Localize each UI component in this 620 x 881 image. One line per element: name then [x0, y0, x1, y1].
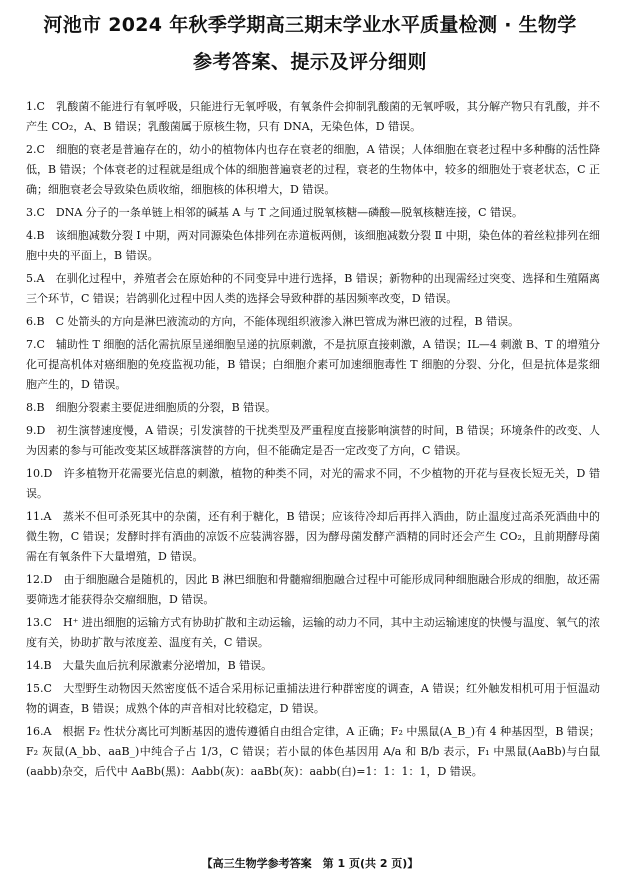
answer-list	[26, 97, 600, 785]
answer-item	[26, 722, 600, 782]
answer-item	[26, 140, 600, 200]
answer-number: 11.A	[26, 510, 52, 523]
answer-number: 3.C	[26, 206, 45, 219]
answer-text: 蒸米不但可杀死其中的杂菌，还有利于糖化，B 错误；应该待冷却后再拌入酒曲，防止温度过高杀死酒曲中的微生物，C 错误；发酵时拌有酒曲的凉饭不应装满容器，因为酵母菌发酵产酒精的同时还会产生 CO₂，且前期酵母菌需在有氧条件下大量增殖，D 错误。	[26, 510, 601, 563]
answer-item	[26, 679, 600, 719]
answer-item	[26, 656, 600, 676]
answer-item	[26, 464, 600, 504]
answer-number: 7.C	[26, 338, 45, 351]
answer-text: 由于细胞融合是随机的，因此 B 淋巴细胞和骨髓瘤细胞融合过程中可能形成同种细胞融合形成的细胞，故还需要筛选才能获得杂交瘤细胞，D 错误。	[26, 573, 600, 606]
answer-text: 许多植物开花需要光信息的刺激，植物的种类不同，对光的需求不同，不少植物的开花与昼夜长短无关，D 错误。	[26, 467, 601, 500]
answer-number: 12.D	[26, 573, 53, 586]
answer-item	[26, 398, 600, 418]
answer-text: 在驯化过程中，养殖者会在原始种的不同变异中进行选择，B 错误；新物种的出现需经过突变、选择和生殖隔离三个环节，C 错误；岩鸽驯化过程中因人类的选择会导致种群的基因频率改变，D 错误。	[26, 272, 601, 305]
page-subtitle: 参考答案、提示及评分细则	[192, 51, 427, 73]
answer-item	[26, 269, 600, 309]
answer-text: H⁺ 进出细胞的运输方式有协助扩散和主动运输，运输的动力不同，其中主动运输速度的快慢与温度、氧气的浓度有关，协助扩散与浓度差、温度有关，C 错误。	[26, 616, 601, 649]
answer-number: 16.A	[26, 725, 52, 738]
answer-text: 辅助性 T 细胞的活化需抗原呈递细胞呈递的抗原刺激，不是抗原直接刺激，A 错误；IL—4 刺激 B、T 的增殖分化可提高机体对癌细胞的免疫监视功能，B 错误；白细胞介素可加速细胞毒性 T 细胞的分裂、分化，但是抗体是浆细胞产生的，D 错误。	[26, 338, 600, 391]
answer-number: 1.C	[26, 100, 45, 113]
answer-number: 10.D	[26, 467, 53, 480]
answer-item	[26, 226, 600, 266]
answer-text: C 处箭头的方向是淋巴液流动的方向，不能体现组织液渗入淋巴管成为淋巴液的过程，B 错误。	[55, 315, 520, 328]
answer-number: 2.C	[26, 143, 45, 156]
page-title: 河池市 2024 年秋季学期高三期末学业水平质量检测 · 生物学	[43, 14, 577, 36]
answer-number: 8.B	[26, 401, 45, 414]
answer-item	[26, 570, 600, 610]
answer-text: 初生演替速度慢，A 错误；引发演替的干扰类型及严重程度直接影响演替的时间，B 错误；环境条件的改变、人为因素的参与可能改变某区域群落演替的方向，但不能确定是否一定改变了方向，C 错误。	[26, 424, 600, 457]
answer-number: 6.B	[26, 315, 45, 328]
answer-item	[26, 507, 600, 567]
answer-item	[26, 421, 600, 461]
answer-number: 9.D	[26, 424, 46, 437]
answer-number: 13.C	[26, 616, 52, 629]
answer-text: 该细胞减数分裂 Ⅰ 中期，两对同源染色体排列在赤道板两侧，该细胞减数分裂 Ⅱ 中期，染色体的着丝粒排列在细胞中央的平面上，B 错误。	[26, 229, 600, 262]
answer-item	[26, 203, 600, 223]
answer-item	[26, 312, 600, 332]
answer-text: 大型野生动物因天然密度低不适合采用标记重捕法进行种群密度的调查，A 错误；红外触发相机可用于恒温动物的调查，B 错误；成熟个体的声音相对比较稳定，D 错误。	[26, 682, 601, 715]
answer-text: 根据 F₂ 性状分离比可判断基因的遗传遵循自由组合定律，A 正确；F₂ 中黑鼠(A_B_)有 4 种基因型，B 错误；F₂ 灰鼠(A_bb、aaB_)中纯合子占 1/3，C 错误；若小鼠的体色基因用 A/a 和 B/b 表示，F₁ 中黑鼠(AaBb)与白鼠(aabb)杂交，后代中 AaBb(黑)：Aabb(灰)：aaBb(灰)：aabb(白)=1：1：1：1，D 错误。	[26, 725, 600, 778]
answer-number: 4.B	[26, 229, 45, 242]
answer-number: 15.C	[26, 682, 52, 695]
answer-item	[26, 97, 600, 137]
answer-item	[26, 335, 600, 395]
answer-item	[26, 613, 600, 653]
answer-text: 乳酸菌不能进行有氧呼吸，只能进行无氧呼吸，有氧条件会抑制乳酸菌的无氧呼吸，其分解产物只有乳酸，并不产生 CO₂，A、B 错误；乳酸菌属于原核生物，只有 DNA，无染色体，D 错误。	[26, 100, 600, 133]
answer-text: DNA 分子的一条单链上相邻的碱基 A 与 T 之间通过脱氧核糖—磷酸—脱氧核糖连接，C 错误。	[55, 206, 523, 219]
answer-number: 5.A	[26, 272, 45, 285]
answer-number: 14.B	[26, 659, 52, 672]
answer-text: 细胞分裂素主要促进细胞质的分裂，B 错误。	[55, 401, 277, 414]
page-footer: 【高三生物学参考答案 第 1 页(共 2 页)】	[201, 857, 419, 870]
answer-text: 大量失血后抗利尿激素分泌增加，B 错误。	[62, 659, 273, 672]
answer-text: 细胞的衰老是普遍存在的，幼小的植物体内也存在衰老的细胞，A 错误；人体细胞在衰老过程中多种酶的活性降低，B 错误；个体衰老的过程就是组成个体的细胞普遍衰老的过程，衰老的生物体中，较多的细胞处于衰老状态，C 正确；细胞衰老会导致染色质收缩，细胞核的体积增大，D 错误。	[26, 143, 601, 196]
